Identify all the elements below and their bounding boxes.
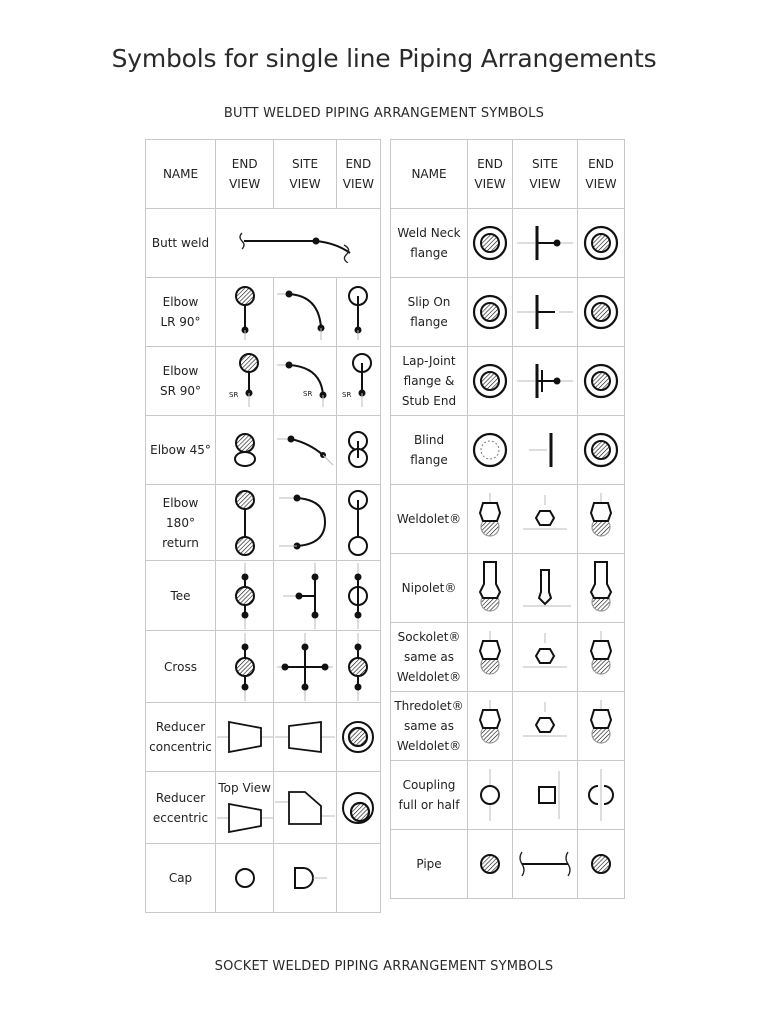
weldolet-end-icon <box>470 698 510 754</box>
weldolet-end-icon <box>470 491 510 547</box>
coupling-end-icon <box>470 767 510 823</box>
weldolet-site-view <box>513 485 578 554</box>
table-row <box>146 703 381 772</box>
name-header: NAME <box>146 140 216 209</box>
reducer-concentric-end-icon <box>338 712 378 762</box>
cross-end-view-2-icon <box>338 633 378 701</box>
flange-end-icon <box>581 290 621 334</box>
lap-joint-flange-end-view <box>468 347 513 416</box>
tee-end-view-icon <box>225 563 265 629</box>
nipolet-site-icon <box>515 558 575 618</box>
reducer-eccentric-end-icon <box>338 783 378 833</box>
lap-joint-flange-site-view <box>513 347 578 416</box>
reducer-concentric-end-view <box>336 703 380 772</box>
flange-end-icon <box>581 428 621 472</box>
symbol-name: Lap-Joint flange & Stub End <box>391 347 468 416</box>
weldolet-site-icon <box>515 629 575 685</box>
elbow-45-site-view <box>274 416 336 485</box>
empty-cell <box>336 844 380 913</box>
elbow-sr90-site-view-icon <box>275 351 335 411</box>
blind-flange-end-view <box>468 416 513 485</box>
coupling-end-view <box>468 761 513 830</box>
symbol-name: Pipe <box>391 830 468 899</box>
cross-end-view-icon <box>225 633 265 701</box>
thredolet-end-view <box>468 692 513 761</box>
elbow-45-end-view-icon <box>225 425 265 475</box>
symbol-name: Elbow 180° return <box>146 485 216 561</box>
elbow-180-site-view-icon <box>275 488 335 558</box>
weld-neck-flange-site-icon <box>515 218 575 268</box>
table-row <box>391 278 625 347</box>
table-row <box>391 692 625 761</box>
table-row <box>391 554 625 623</box>
symbol-name: Reducer concentric <box>146 703 216 772</box>
nipolet-end-view-2 <box>578 554 625 623</box>
cap-site-view <box>274 844 336 913</box>
nipolet-site-view <box>513 554 578 623</box>
left-symbol-table <box>145 139 381 913</box>
table-row <box>146 844 381 913</box>
symbol-name: Blind flange <box>391 416 468 485</box>
symbol-name: Elbow 45° <box>146 416 216 485</box>
weld-neck-flange-site-view <box>513 209 578 278</box>
right-header-row <box>391 140 625 209</box>
butt-welded-section-heading: BUTT WELDED PIPING ARRANGEMENT SYMBOLS <box>223 106 545 121</box>
blind-flange-site-view <box>513 416 578 485</box>
site-view-header: SITE VIEW <box>274 140 336 209</box>
elbow-sr90-end-view-icon <box>225 351 265 411</box>
slip-on-flange-end-view-2 <box>578 278 625 347</box>
symbol-name: Reducer eccentric <box>146 772 216 844</box>
svg-text:SR: SR <box>303 390 313 398</box>
elbow-lr90-site-view-icon <box>275 282 335 342</box>
reducer-eccentric-site-icon <box>275 778 335 838</box>
elbow-45-end-view-2 <box>336 416 380 485</box>
symbol-name: Nipolet® <box>391 554 468 623</box>
reducer-concentric-view-2 <box>274 703 336 772</box>
tee-end-view-2 <box>336 561 380 631</box>
weldolet-end-view-2 <box>578 485 625 554</box>
left-header-row <box>146 140 381 209</box>
end-view-header: END VIEW <box>578 140 625 209</box>
reducer-concentric-icon <box>275 712 335 762</box>
table-row <box>391 761 625 830</box>
page-title: Symbols for single line Piping Arrangements <box>111 44 657 73</box>
symbol-name: Sockolet® same as Weldolet® <box>391 623 468 692</box>
pipe-site-view <box>513 830 578 899</box>
elbow-180-end-view <box>216 485 274 561</box>
elbow-180-end-view-icon <box>225 488 265 558</box>
svg-text:SR: SR <box>228 391 238 399</box>
flange-end-icon <box>470 359 510 403</box>
nipolet-end-icon <box>581 558 621 618</box>
table-row <box>146 631 381 703</box>
weldolet-site-icon <box>515 698 575 754</box>
table-row <box>391 416 625 485</box>
reducer-concentric-icon <box>217 712 273 762</box>
table-row <box>391 347 625 416</box>
pipe-end-icon <box>581 842 621 886</box>
elbow-180-end-view-2 <box>336 485 380 561</box>
end-view-header: END VIEW <box>468 140 513 209</box>
name-header: NAME <box>391 140 468 209</box>
table-row <box>146 561 381 631</box>
socket-welded-section-heading: SOCKET WELDED PIPING ARRANGEMENT SYMBOLS <box>214 959 554 974</box>
symbol-name: Coupling full or half <box>391 761 468 830</box>
svg-text:SR: SR <box>342 391 352 399</box>
elbow-45-site-view-icon <box>275 425 335 475</box>
coupling-site-icon <box>515 767 575 823</box>
elbow-45-end-view <box>216 416 274 485</box>
blind-flange-site-icon <box>515 425 575 475</box>
elbow-sr90-end-view-2 <box>336 347 380 416</box>
coupling-end-view-2 <box>578 761 625 830</box>
pipe-end-view <box>468 830 513 899</box>
elbow-sr90-end-view <box>216 347 274 416</box>
tee-end-view-2-icon <box>338 563 378 629</box>
elbow-sr90-site-view <box>274 347 336 416</box>
weld-neck-flange-end-view-2 <box>578 209 625 278</box>
cap-end-view <box>216 844 274 913</box>
reducer-concentric-view-1 <box>216 703 274 772</box>
cap-site-icon <box>275 858 335 898</box>
table-row <box>146 278 381 347</box>
symbol-name: Cap <box>146 844 216 913</box>
reducer-eccentric-site-view <box>274 772 336 844</box>
table-row <box>391 485 625 554</box>
cross-site-view-icon <box>275 633 335 701</box>
symbol-name: Tee <box>146 561 216 631</box>
pipe-end-icon <box>470 842 510 886</box>
weldolet-site-icon <box>515 491 575 547</box>
thredolet-end-view-2 <box>578 692 625 761</box>
table-row <box>391 623 625 692</box>
elbow-45-end-view-2-icon <box>338 425 378 475</box>
butt-weld-icon <box>216 223 380 263</box>
blind-flange-end-icon <box>470 428 510 472</box>
tee-site-view <box>274 561 336 631</box>
top-view-label: Top View <box>218 781 271 795</box>
table-row <box>146 416 381 485</box>
symbol-name: Elbow SR 90° <box>146 347 216 416</box>
sockolet-end-view <box>468 623 513 692</box>
tee-site-view-icon <box>275 563 335 629</box>
table-row <box>146 485 381 561</box>
symbol-name: Weldolet® <box>391 485 468 554</box>
elbow-180-site-view <box>274 485 336 561</box>
nipolet-end-view <box>468 554 513 623</box>
reducer-eccentric-end-view <box>336 772 380 844</box>
weldolet-end-icon <box>581 491 621 547</box>
reducer-eccentric-top-view <box>216 772 274 844</box>
table-row <box>146 347 381 416</box>
elbow-lr90-site-view <box>274 278 336 347</box>
table-row <box>146 209 381 278</box>
symbol-name: Slip On flange <box>391 278 468 347</box>
lap-joint-flange-site-icon <box>515 356 575 406</box>
flange-end-icon <box>470 290 510 334</box>
symbol-name: Cross <box>146 631 216 703</box>
pipe-site-icon <box>514 842 576 886</box>
elbow-sr90-end-view-2-icon <box>338 351 378 411</box>
weld-neck-flange-end-view <box>468 209 513 278</box>
elbow-lr90-end-view <box>216 278 274 347</box>
slip-on-flange-site-icon <box>515 287 575 337</box>
tee-end-view <box>216 561 274 631</box>
table-row <box>146 772 381 844</box>
elbow-lr90-end-view-icon <box>225 282 265 342</box>
flange-end-icon <box>581 359 621 403</box>
end-view-header: END VIEW <box>216 140 274 209</box>
sockolet-site-view <box>513 623 578 692</box>
table-row <box>391 209 625 278</box>
weldolet-end-view <box>468 485 513 554</box>
slip-on-flange-site-view <box>513 278 578 347</box>
table-row <box>391 830 625 899</box>
flange-end-icon <box>470 221 510 265</box>
weldolet-end-icon <box>581 629 621 685</box>
right-symbol-table <box>390 139 625 899</box>
elbow-lr90-end-view-2 <box>336 278 380 347</box>
slip-on-flange-end-view <box>468 278 513 347</box>
weldolet-end-icon <box>581 698 621 754</box>
weldolet-end-icon <box>470 629 510 685</box>
elbow-lr90-end-view-2-icon <box>338 282 378 342</box>
symbol-name: Butt weld <box>146 209 216 278</box>
flange-end-icon <box>581 221 621 265</box>
nipolet-end-icon <box>470 558 510 618</box>
end-view-header: END VIEW <box>336 140 380 209</box>
symbol-name: Elbow LR 90° <box>146 278 216 347</box>
site-view-header: SITE VIEW <box>513 140 578 209</box>
elbow-180-end-view-2-icon <box>338 488 378 558</box>
butt-weld-symbol <box>216 209 381 278</box>
cross-end-view <box>216 631 274 703</box>
pipe-end-view-2 <box>578 830 625 899</box>
coupling-site-view <box>513 761 578 830</box>
sockolet-end-view-2 <box>578 623 625 692</box>
coupling-half-end-icon <box>581 767 621 823</box>
thredolet-site-view <box>513 692 578 761</box>
symbol-name: Weld Neck flange <box>391 209 468 278</box>
cross-end-view-2 <box>336 631 380 703</box>
symbol-name: Thredolet® same as Weldolet® <box>391 692 468 761</box>
blind-flange-end-view-2 <box>578 416 625 485</box>
lap-joint-flange-end-view-2 <box>578 347 625 416</box>
cross-site-view <box>274 631 336 703</box>
cap-end-icon <box>225 858 265 898</box>
